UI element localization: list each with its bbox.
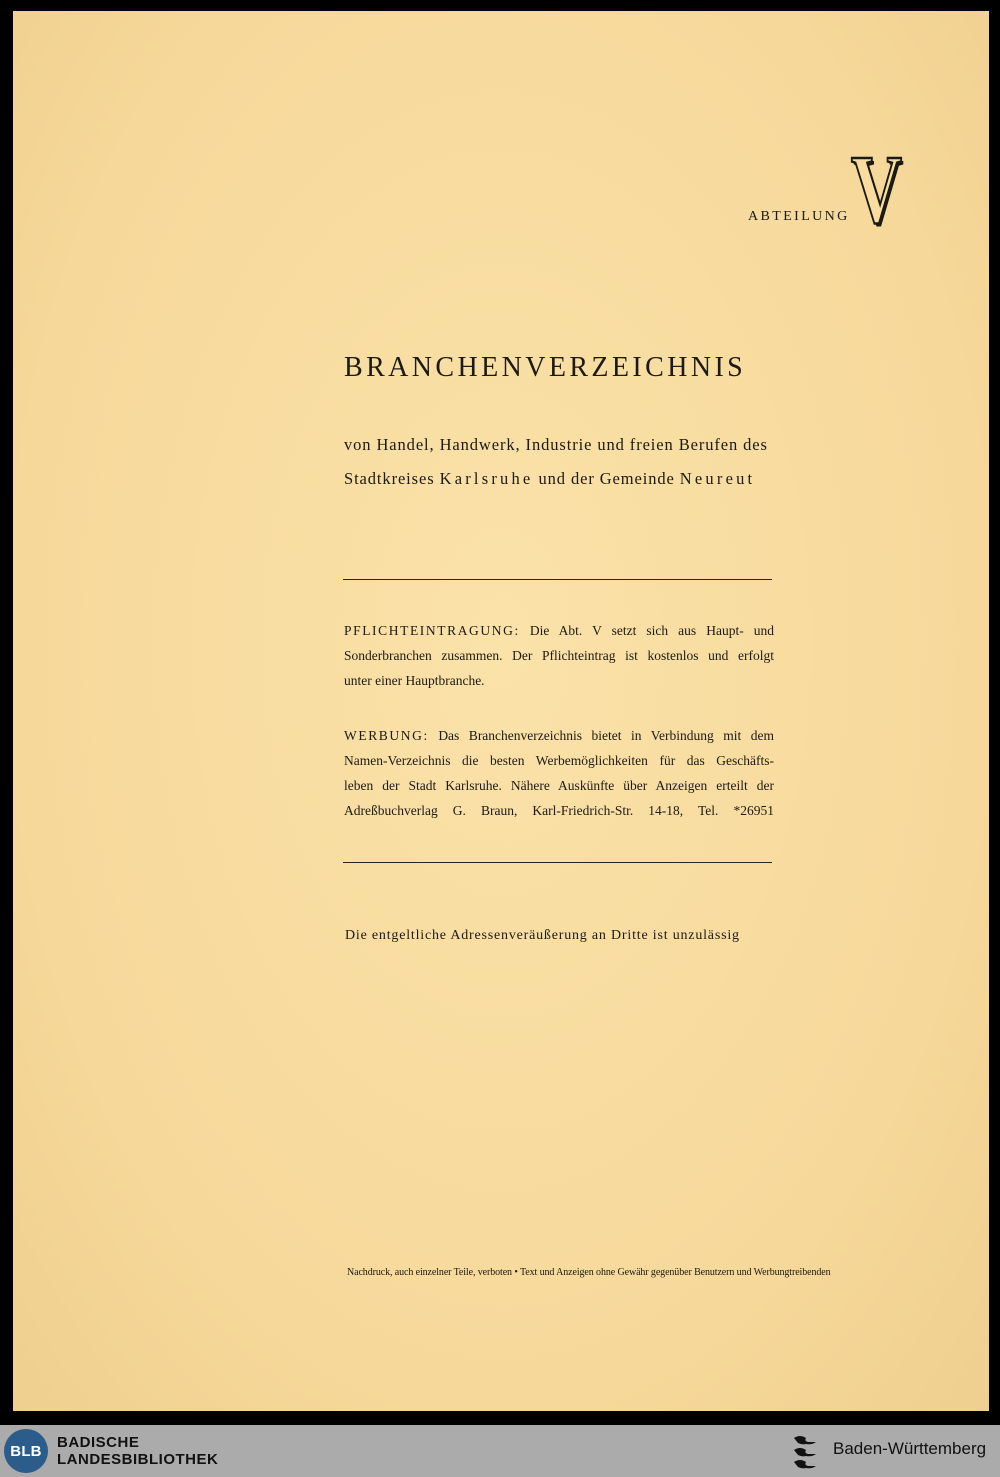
subtitle-municipality: Neureut [679,469,756,488]
subtitle-line-2 [344,469,755,489]
page-title: BRANCHENVERZEICHNIS [344,352,747,383]
paragraph-line: leben der Stadt Karlsruhe. Nähere Auskünfte über Anzeigen erteilt der [344,778,774,793]
viewer-bottom-bar [0,1425,1000,1477]
werbung-paragraph [344,723,774,823]
paragraph-lead: WERBUNG: [344,728,429,743]
divider [343,579,772,580]
document-page [13,11,989,1411]
library-name-line: BADISCHE [57,1434,140,1451]
subtitle-part: und der Gemeinde [538,469,675,488]
subtitle-part: Stadtkreises [344,469,435,488]
paragraph-line: Adreßbuchverlag G. Braun, Karl-Friedrich-Str. 14-18, Tel. *26951 [344,803,774,818]
subtitle-line-1: von Handel, Handwerk, Industrie und freien Berufen des [344,435,768,454]
state-name[interactable]: Baden-Württemberg [833,1439,987,1458]
legal-notice: Die entgeltliche Adressenveräußerung an Dritte ist unzulässig [345,928,740,943]
paragraph-line: Sonderbranchen zusammen. Der Pflichteintrag ist kostenlos und erfolgt [344,648,774,663]
section-label: ABTEILUNG [748,209,850,224]
paragraph-text: Die Abt. V setzt sich aus Haupt- und [529,623,774,638]
paragraph-line [344,723,774,748]
library-name-line: LANDESBIBLIOTHEK [57,1451,219,1468]
paragraph-text: Das Branchenverzeichnis bietet in Verbindung mit dem [438,728,775,743]
footer-note: Nachdruck, auch einzelner Teile, verboten • Text und Anzeigen ohne Gewähr gegenüber Benutzern und Werbungtreibenden [347,1267,831,1278]
pflicht-paragraph [344,618,774,693]
library-name[interactable] [57,1434,218,1468]
divider [343,862,772,863]
paragraph-line: Namen-Verzeichnis die besten Werbemöglichkeiten für das Geschäfts- [344,753,774,768]
blb-logo[interactable]: BLB [4,1429,48,1473]
paragraph-line: unter einer Hauptbranche. [344,673,485,688]
paragraph-lead: PFLICHTEINTRAGUNG: [344,623,520,638]
subtitle-city: Karlsruhe [439,469,534,488]
section-letter: V [851,136,902,244]
state-coat-of-arms-icon [790,1432,824,1470]
paragraph-line [344,618,774,643]
